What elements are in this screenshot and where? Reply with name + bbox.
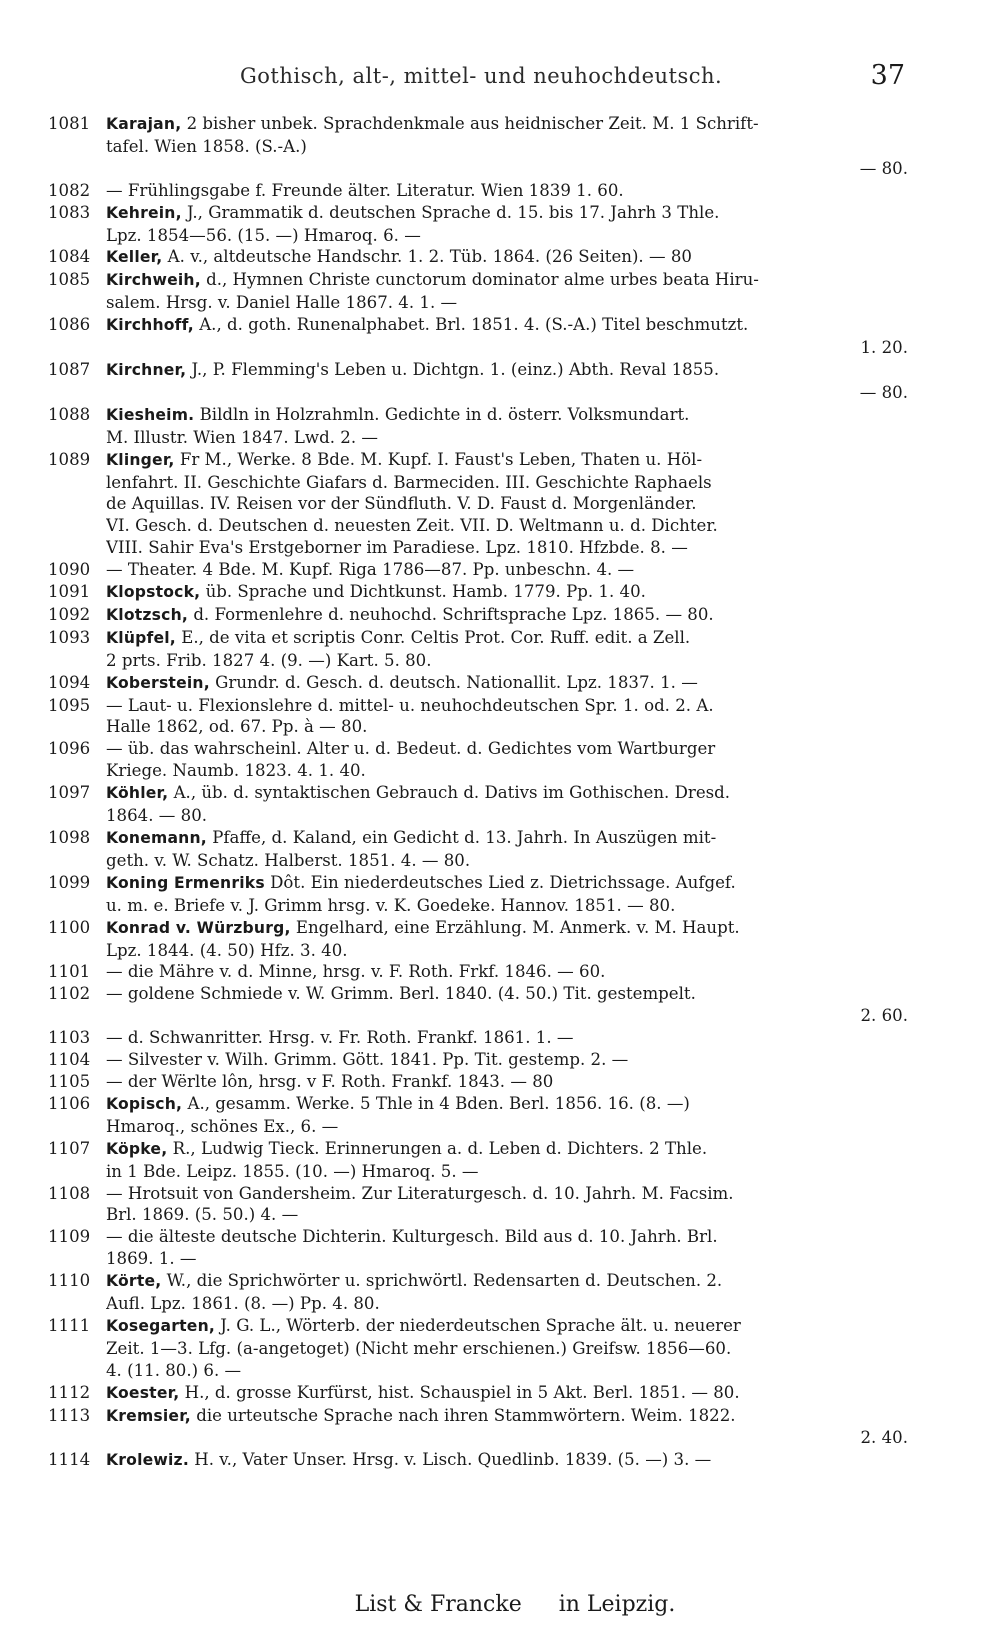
entry-number: 1090	[48, 560, 91, 580]
catalog-entry	[48, 1027, 908, 1049]
entry-line	[106, 1382, 908, 1405]
entry-text: J., Grammatik d. deutschen Sprache d. 15. bis 17. Jahrh 3 Thle.	[187, 202, 720, 222]
entry-author: Klopstock,	[106, 583, 201, 602]
entry-number: 1097	[48, 783, 91, 803]
entry-line	[106, 760, 908, 782]
entry-author: Klotzsch,	[106, 605, 189, 624]
entry-author: Konrad v. Würzburg,	[106, 918, 291, 937]
catalog-entry	[48, 695, 908, 739]
entry-number: 1100	[48, 917, 91, 937]
entry-text: Grundr. d. Gesch. d. deutsch. Nationallit. Lpz. 1837. 1. —	[215, 672, 698, 692]
entry-line	[106, 1138, 908, 1161]
entry-text: — d. Schwanritter. Hrsg. v. Fr. Roth. Frankf. 1861. 1. —	[106, 1028, 574, 1048]
entry-text: A., üb. d. syntaktischen Gebrauch d. Dativs im Gothischen. Dresd.	[173, 783, 731, 803]
entry-text: 2 bisher unbek. Sprachdenkmale aus heidnischer Zeit. M. 1 Schrift-	[186, 114, 759, 133]
entry-line	[106, 782, 908, 805]
page-number: 37	[870, 60, 905, 91]
entry-text: — Laut- u. Flexionslehre d. mittel- u. neuhochdeutschen Spr. 1. od. 2. A.	[106, 695, 714, 715]
entry-text: — die älteste deutsche Dichterin. Kulturgesch. Bild aus d. 10. Jahrh. Brl.	[106, 1227, 718, 1247]
entry-number: 1103	[48, 1028, 91, 1048]
entry-text: salem. Hrsg. v. Daniel Halle 1867. 4. 1. —	[106, 293, 458, 313]
entry-line	[106, 1293, 908, 1315]
catalog-entry	[48, 1183, 908, 1227]
entry-line	[106, 136, 908, 158]
entry-text: Halle 1862, od. 67. Pp. à — 80.	[106, 717, 368, 737]
entry-author: Klüpfel,	[106, 628, 176, 647]
entry-number: 1104	[48, 1050, 91, 1070]
catalog-entry	[48, 1071, 908, 1093]
entry-author: Kehrein,	[106, 203, 182, 222]
entry-line	[106, 1116, 908, 1138]
entry-line	[106, 716, 908, 738]
entry-number: 1094	[48, 672, 91, 692]
entry-author: Kosegarten,	[106, 1316, 216, 1335]
catalog-entries	[48, 113, 908, 1472]
entry-line	[106, 695, 908, 717]
entry-text: Bildln in Holzrahmln. Gedichte in d. österr. Volksmundart.	[199, 404, 690, 424]
catalog-entry	[48, 738, 908, 782]
entry-line	[106, 246, 908, 269]
entry-number: 1101	[48, 962, 91, 982]
entry-line	[106, 1449, 908, 1472]
entry-line	[106, 449, 908, 472]
entry-number: 1091	[48, 582, 91, 602]
entry-line	[106, 269, 908, 292]
running-head: Gothisch, alt-, mittel- und neuhochdeutsch.	[240, 64, 723, 88]
entry-text: A. v., altdeutsche Handschr. 1. 2. Tüb. 1864. (26 Seiten). — 80	[167, 247, 692, 267]
entry-line	[106, 404, 908, 427]
entry-text: Aufl. Lpz. 1861. (8. —) Pp. 4. 80.	[106, 1294, 380, 1314]
catalog-entry	[48, 1315, 908, 1382]
entry-line	[106, 559, 908, 581]
entry-line	[106, 537, 908, 559]
entry-text: VI. Gesch. d. Deutschen d. neuesten Zeit. VII. D. Weltmann u. d. Dichter.	[106, 516, 718, 536]
entry-text: geth. v. W. Schatz. Halberst. 1851. 4. — 80.	[106, 850, 471, 870]
entry-text: 1. 20.	[860, 338, 908, 358]
entry-author: Köhler,	[106, 784, 169, 803]
catalog-entry	[48, 180, 908, 202]
catalog-entry	[48, 581, 908, 604]
entry-text: — die Mähre v. d. Minne, hrsg. v. F. Roth. Frkf. 1846. — 60.	[106, 962, 606, 982]
entry-text: — der Wërlte lôn, hrsg. v F. Roth. Frankf. 1843. — 80	[106, 1071, 554, 1091]
entry-line	[106, 1027, 908, 1049]
entry-text: 1864. — 80.	[106, 806, 208, 826]
catalog-entry	[48, 1405, 908, 1450]
entry-author: Krolewiz.	[106, 1451, 189, 1470]
page-header	[0, 60, 1000, 100]
entry-line	[106, 805, 908, 827]
entry-line	[106, 472, 908, 494]
entry-text: die urteutsche Sprache nach ihren Stammwörtern. Weim. 1822.	[196, 1405, 736, 1425]
entry-number: 1093	[48, 627, 91, 647]
entry-number: 1085	[48, 270, 91, 290]
entry-text: tafel. Wien 1858. (S.-A.)	[106, 136, 307, 156]
catalog-entry	[48, 917, 908, 962]
entry-number: 1086	[48, 315, 91, 335]
catalog-entry	[48, 359, 908, 404]
entry-author: Keller,	[106, 248, 163, 267]
entry-line	[106, 850, 908, 872]
catalog-entry	[48, 672, 908, 695]
entry-line	[106, 225, 908, 247]
entry-text: 2. 40.	[860, 1428, 908, 1448]
catalog-entry	[48, 1226, 908, 1270]
entry-text: de Aquillas. IV. Reisen vor der Sündfluth. V. D. Faust d. Morgenländer.	[106, 494, 697, 514]
entry-text: Dôt. Ein niederdeutsches Lied z. Dietrichssage. Aufgef.	[270, 872, 736, 892]
entry-number: 1089	[48, 449, 91, 469]
entry-text: A., gesamm. Werke. 5 Thle in 4 Bden. Berl. 1856. 16. (8. —)	[187, 1093, 690, 1113]
entry-line	[106, 1183, 908, 1205]
entry-line	[106, 359, 908, 382]
entry-number: 1099	[48, 872, 91, 892]
entry-text: M. Illustr. Wien 1847. Lwd. 2. —	[106, 427, 378, 447]
entry-text: Hmaroq., schönes Ex., 6. —	[106, 1116, 339, 1136]
entry-line	[106, 895, 908, 917]
catalog-entry	[48, 983, 908, 1027]
catalog-entry	[48, 1449, 908, 1472]
entry-line	[106, 581, 908, 604]
entry-line	[106, 1204, 908, 1226]
entry-line	[106, 672, 908, 695]
catalog-entry	[48, 1049, 908, 1071]
catalog-entry	[48, 314, 908, 359]
catalog-entry	[48, 246, 908, 269]
entry-line	[106, 827, 908, 850]
entry-line	[106, 1427, 908, 1449]
entry-author: Kiesheim.	[106, 405, 195, 424]
entry-number: 1095	[48, 695, 91, 715]
entry-line	[106, 1161, 908, 1183]
entry-author: Kirchhoff,	[106, 316, 194, 335]
entry-text: Engelhard, eine Erzählung. M. Anmerk. v. M. Haupt.	[295, 917, 740, 937]
entry-line	[106, 515, 908, 537]
entry-number: 1084	[48, 247, 91, 267]
entry-number: 1107	[48, 1138, 91, 1158]
entry-author: Köpke,	[106, 1139, 168, 1158]
catalog-entry	[48, 404, 908, 449]
entry-line	[106, 627, 908, 650]
entry-author: Kremsier,	[106, 1406, 191, 1425]
entry-number: 1092	[48, 604, 91, 624]
catalog-entry	[48, 1138, 908, 1183]
entry-author: Koberstein,	[106, 673, 210, 692]
entry-text: lenfahrt. II. Geschichte Giafars d. Barmeciden. III. Geschichte Raphaels	[106, 472, 712, 492]
entry-number: 1114	[48, 1450, 91, 1470]
entry-number: 1113	[48, 1405, 91, 1425]
entry-number: 1082	[48, 180, 91, 200]
entry-number: 1096	[48, 739, 91, 759]
entry-author: Klinger,	[106, 450, 175, 469]
catalog-entry	[48, 961, 908, 983]
entry-text: — Frühlingsgabe f. Freunde älter. Literatur. Wien 1839 1. 60.	[106, 180, 624, 200]
entry-line	[106, 427, 908, 449]
entry-number: 1110	[48, 1271, 91, 1291]
catalog-entry	[48, 269, 908, 314]
entry-author: Koning Ermenriks	[106, 873, 265, 892]
catalog-entry	[48, 1093, 908, 1138]
publisher-footer	[0, 1592, 1000, 1617]
catalog-entry	[48, 113, 908, 180]
entry-line	[106, 180, 908, 202]
entry-text: — üb. das wahrscheinl. Alter u. d. Bedeut. d. Gedichtes vom Wartburger	[106, 739, 716, 759]
catalog-entry	[48, 1270, 908, 1315]
catalog-entry	[48, 782, 908, 827]
entry-text: E., de vita et scriptis Conr. Celtis Prot. Cor. Ruff. edit. a Zell.	[181, 627, 691, 647]
entry-author: Körte,	[106, 1272, 162, 1291]
entry-text: H. v., Vater Unser. Hrsg. v. Lisch. Quedlinb. 1839. (5. —) 3. —	[194, 1450, 712, 1470]
entry-line	[106, 337, 908, 359]
entry-line	[106, 292, 908, 314]
entry-text: A., d. goth. Runenalphabet. Brl. 1851. 4. (S.-A.) Titel beschmutzt.	[199, 315, 749, 335]
catalog-entry	[48, 1382, 908, 1405]
entry-number: 1109	[48, 1227, 91, 1247]
entry-line	[106, 1270, 908, 1293]
entry-text: 2 prts. Frib. 1827 4. (9. —) Kart. 5. 80.	[106, 650, 432, 670]
entry-text: Zeit. 1—3. Lfg. (a-angetoget) (Nicht mehr erschienen.) Greifsw. 1856—60.	[106, 1338, 732, 1358]
entry-author: Konemann,	[106, 829, 207, 847]
entry-number: 1083	[48, 202, 91, 222]
entry-text: — Theater. 4 Bde. M. Kupf. Riga 1786—87. Pp. unbeschn. 4. —	[106, 560, 635, 580]
entry-text: J. G. L., Wörterb. der niederdeutschen Sprache ält. u. neuerer	[220, 1315, 741, 1335]
entry-text: Pfaffe, d. Kaland, ein Gedicht d. 13. Jahrh. In Auszügen mit-	[212, 828, 717, 847]
entry-line	[106, 1071, 908, 1093]
entry-number: 1112	[48, 1382, 91, 1402]
entry-text: — Hrotsuit von Gandersheim. Zur Literaturgesch. d. 10. Jahrh. M. Facsim.	[106, 1183, 734, 1203]
entry-text: d. Formenlehre d. neuhochd. Schriftsprache Lpz. 1865. — 80.	[193, 604, 714, 624]
entry-text: — Silvester v. Wilh. Grimm. Gött. 1841. Pp. Tit. gestemp. 2. —	[106, 1050, 629, 1070]
entry-number: 1087	[48, 359, 91, 379]
entry-text: Lpz. 1854—56. (15. —) Hmaroq. 6. —	[106, 225, 421, 245]
entry-text: Kriege. Naumb. 1823. 4. 1. 40.	[106, 761, 366, 781]
entry-line	[106, 202, 908, 225]
entry-line	[106, 1338, 908, 1360]
entry-line	[106, 738, 908, 760]
entry-line	[106, 1360, 908, 1382]
catalog-entry	[48, 872, 908, 917]
entry-number: 1088	[48, 404, 91, 424]
catalog-entry	[48, 827, 908, 872]
entry-text: 2. 60.	[860, 1006, 908, 1026]
entry-author: Koester,	[106, 1383, 180, 1402]
entry-number: 1106	[48, 1093, 91, 1113]
entry-line	[106, 604, 908, 627]
entry-text: H., d. grosse Kurfürst, hist. Schauspiel in 5 Akt. Berl. 1851. — 80.	[184, 1382, 740, 1402]
entry-text: W., die Sprichwörter u. sprichwörtl. Redensarten d. Deutschen. 2.	[166, 1271, 723, 1291]
entry-line	[106, 1405, 908, 1428]
entry-line	[106, 158, 908, 180]
entry-text: Brl. 1869. (5. 50.) 4. —	[106, 1205, 299, 1225]
entry-number: 1098	[48, 828, 91, 847]
entry-line	[106, 1093, 908, 1116]
entry-text: R., Ludwig Tieck. Erinnerungen a. d. Leben d. Dichters. 2 Thle.	[172, 1138, 708, 1158]
entry-line	[106, 961, 908, 983]
entry-number: 1105	[48, 1071, 91, 1091]
entry-text: — 80.	[859, 382, 908, 402]
entry-author: Kopisch,	[106, 1094, 183, 1113]
entry-text: VIII. Sahir Eva's Erstgeborner im Paradiese. Lpz. 1810. Hfzbde. 8. —	[106, 538, 688, 558]
entry-text: u. m. e. Briefe v. J. Grimm hrsg. v. K. Goedeke. Hannov. 1851. — 80.	[106, 895, 676, 915]
entry-line	[106, 1248, 908, 1270]
entry-number: 1081	[48, 114, 91, 133]
entry-author: Kirchweih,	[106, 271, 201, 290]
entry-line	[106, 493, 908, 515]
entry-line	[106, 382, 908, 404]
entry-text: 1869. 1. —	[106, 1249, 197, 1269]
entry-line	[106, 1005, 908, 1027]
catalog-entry	[48, 604, 908, 627]
entry-text: in 1 Bde. Leipz. 1855. (10. —) Hmaroq. 5. —	[106, 1161, 479, 1181]
entry-text: Lpz. 1844. (4. 50) Hfz. 3. 40.	[106, 940, 348, 960]
entry-line	[106, 650, 908, 672]
publisher-name: List & Francke	[354, 1592, 522, 1617]
entry-number: 1111	[48, 1315, 91, 1335]
entry-author: Kirchner,	[106, 360, 187, 379]
catalog-entry	[48, 627, 908, 672]
entry-number: 1102	[48, 984, 91, 1004]
entry-line	[106, 113, 908, 136]
entry-text: Fr M., Werke. 8 Bde. M. Kupf. I. Faust's Leben, Thaten u. Höl-	[179, 449, 703, 469]
entry-line	[106, 1315, 908, 1338]
entry-line	[106, 872, 908, 895]
publisher-city: in Leipzig.	[558, 1592, 676, 1617]
entry-text: — 80.	[859, 158, 908, 178]
catalog-entry	[48, 559, 908, 581]
entry-text: üb. Sprache und Dichtkunst. Hamb. 1779. Pp. 1. 40.	[205, 582, 646, 602]
entry-text: 4. (11. 80.) 6. —	[106, 1360, 242, 1380]
entry-line	[106, 1226, 908, 1248]
entry-number: 1108	[48, 1183, 91, 1203]
entry-line	[106, 917, 908, 940]
catalog-entry	[48, 202, 908, 247]
entry-line	[106, 983, 908, 1005]
entry-line	[106, 314, 908, 337]
entry-text: J., P. Flemming's Leben u. Dichtgn. 1. (einz.) Abth. Reval 1855.	[191, 359, 720, 379]
catalog-entry	[48, 449, 908, 560]
entry-text: d., Hymnen Christe cunctorum dominator alme urbes beata Hiru-	[206, 270, 759, 290]
entry-line	[106, 1049, 908, 1071]
entry-line	[106, 940, 908, 962]
entry-text: — goldene Schmiede v. W. Grimm. Berl. 1840. (4. 50.) Tit. gestempelt.	[106, 984, 696, 1004]
entry-author: Karajan,	[106, 115, 182, 133]
